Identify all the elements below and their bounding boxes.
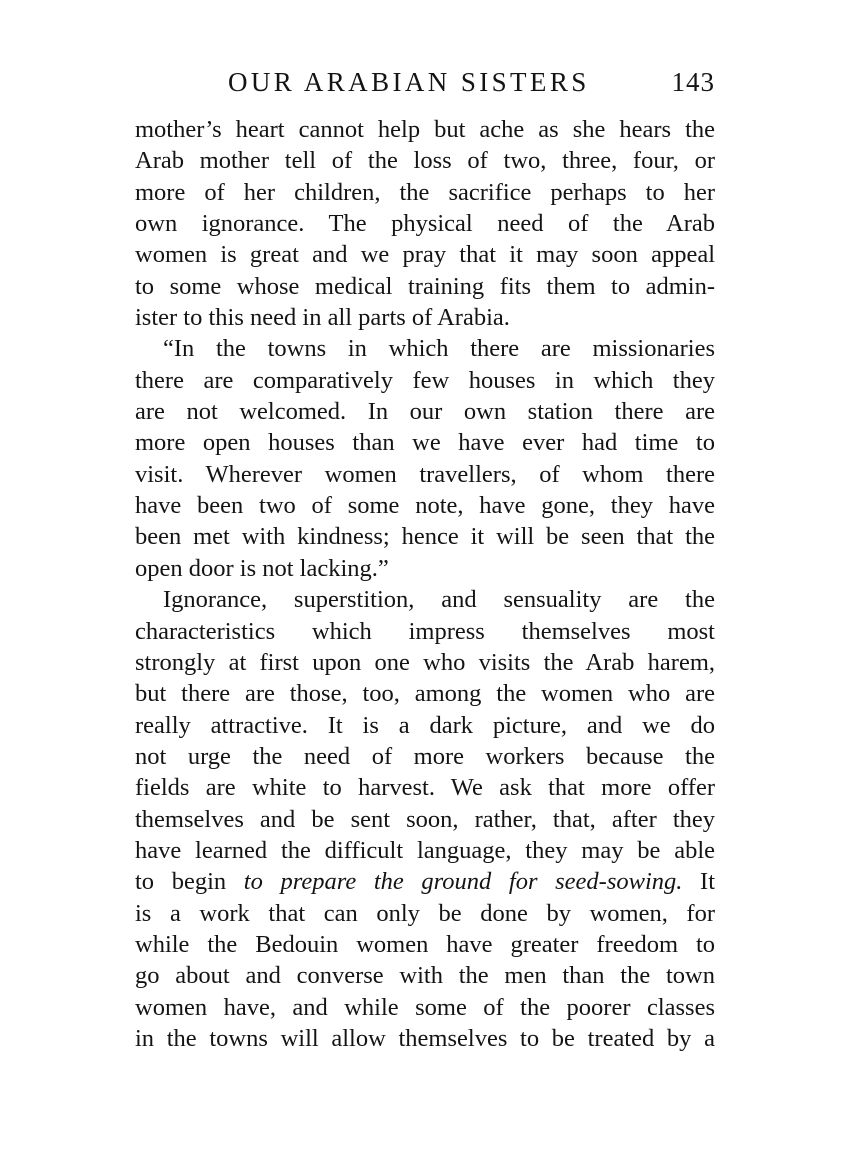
text-line: more of her children, the sacrifice perhaps to her bbox=[135, 178, 715, 206]
text-line: really attractive. It is a dark picture, and we do bbox=[135, 711, 715, 739]
text-line: in the towns will allow themselves to be treated by a bbox=[135, 1024, 715, 1052]
text-line: women is great and we pray that it may soon appeal bbox=[135, 241, 715, 269]
text-segment: to begin bbox=[135, 868, 244, 896]
page-number: 143 bbox=[671, 67, 715, 97]
text-line: to some whose medical training fits them to admin- bbox=[135, 272, 715, 300]
text-segment: It bbox=[682, 868, 716, 896]
body-text bbox=[135, 114, 715, 1054]
text-line: mother’s heart cannot help but ache as she hears the bbox=[135, 116, 715, 143]
text-line: open door is not lacking.” bbox=[135, 554, 389, 582]
running-head bbox=[135, 62, 715, 102]
italic-phrase: to prepare the ground for seed-sowing. bbox=[243, 868, 683, 896]
text-line: “In the towns in which there are missionaries bbox=[163, 335, 715, 363]
text-line: there are comparatively few houses in which they bbox=[135, 366, 715, 394]
text-line: is a work that can only be done by women, for bbox=[135, 899, 715, 927]
running-title: OUR ARABIAN SISTERS bbox=[228, 67, 590, 97]
text-line: not urge the need of more workers because the bbox=[135, 742, 715, 770]
text-line: characteristics which impress themselves most bbox=[135, 617, 715, 645]
text-line: have learned the difficult language, they may be able bbox=[135, 836, 715, 864]
text-line: have been two of some note, have gone, they have bbox=[135, 492, 715, 520]
text-line-with-italic bbox=[135, 866, 715, 897]
text-line: strongly at first upon one who visits the Arab harem, bbox=[135, 648, 715, 676]
text-line: themselves and be sent soon, rather, that, after they bbox=[135, 805, 715, 833]
text-line: while the Bedouin women have greater freedom to bbox=[135, 930, 715, 958]
text-line: are not welcomed. In our own station there are bbox=[135, 398, 715, 426]
text-line: ister to this need in all parts of Arabia. bbox=[135, 304, 510, 332]
text-line: go about and converse with the men than the town bbox=[135, 962, 715, 990]
text-line: but there are those, too, among the women who are bbox=[135, 680, 715, 708]
text-line: visit. Wherever women travellers, of whom there bbox=[135, 460, 715, 488]
text-line: fields are white to harvest. We ask that more offer bbox=[135, 774, 715, 802]
text-line: women have, and while some of the poorer classes bbox=[135, 993, 715, 1021]
text-line: more open houses than we have ever had time to bbox=[135, 429, 715, 457]
text-line: been met with kindness; hence it will be seen that the bbox=[135, 523, 715, 551]
text-line: Arab mother tell of the loss of two, three, four, or bbox=[135, 147, 715, 175]
text-line: Ignorance, superstition, and sensuality are the bbox=[163, 586, 715, 614]
text-line: own ignorance. The physical need of the Arab bbox=[135, 210, 715, 238]
